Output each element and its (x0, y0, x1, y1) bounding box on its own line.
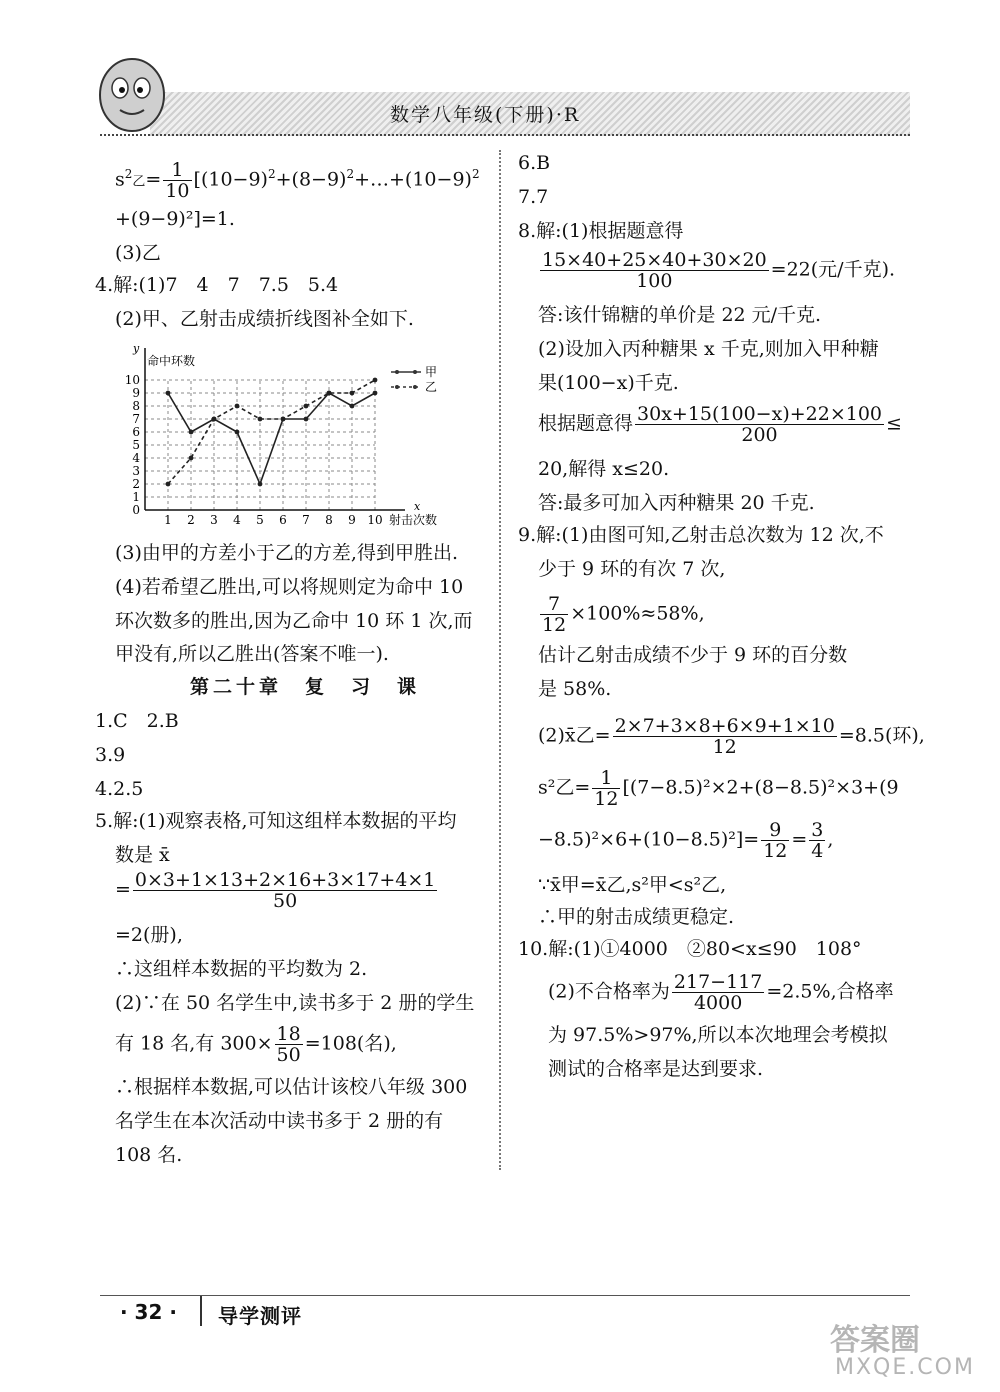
fraction: $\frac{0\times 3+1\times 13+2\times 16+3\times 17+4\times 1}{50}$ (134, 869, 436, 912)
right-line-16: (2)x̄乙= $\frac{2\times 7+3\times 8+6\times 9+1\times 10}{12}$ =8.5(环), (538, 715, 925, 758)
data-point (212, 417, 217, 422)
right-line-1: 6.B (518, 152, 551, 174)
right-line-23: 为 97.5%>97%,所以本次地理会考模拟 (548, 1024, 888, 1046)
right-line-3: 8.解:(1)根据题意得 (518, 220, 684, 242)
right-line-14: 估计乙射击成绩不少于 9 环的百分数 (538, 644, 848, 666)
right-line-9: 20,解得 x≤20. (538, 458, 670, 480)
right-line-12: 少于 9 环的有次 7 次, (538, 558, 726, 580)
x-tick-label: 7 (302, 513, 310, 527)
left-line-11: 3.9 (95, 744, 126, 766)
fraction: $\frac{9}{12}$ (763, 819, 788, 862)
fraction: $\frac{1}{10}$ (165, 159, 190, 202)
right-line-6: (2)设加入丙种糖果 x 千克,则加入甲种糖 (538, 338, 879, 360)
right-line-5: 答:该什锦糖的单价是 22 元/千克. (538, 304, 822, 326)
fraction: $\frac{1}{12}$ (594, 767, 619, 810)
left-line-9: 甲没有,所以乙胜出(答案不唯一). (115, 643, 389, 665)
x-tick-label: 5 (256, 513, 264, 527)
data-point (189, 456, 194, 461)
legend-label-a: 甲 (425, 365, 438, 379)
left-line-2: +(9−9)²]=1. (115, 208, 235, 230)
data-point (258, 417, 263, 422)
right-line-11: 9.解:(1)由图可知,乙射击总次数为 12 次,不 (518, 524, 884, 546)
left-line-16: =2(册), (115, 924, 183, 946)
x-tick-label: 10 (367, 513, 383, 527)
page-number: · 32 · (120, 1300, 177, 1324)
column-divider (499, 150, 501, 1170)
watermark-logo: 答案圈 (830, 1323, 920, 1358)
right-line-10: 答:最多可加入丙种糖果 20 千克. (538, 492, 815, 514)
data-point (235, 404, 240, 409)
fraction: $\frac{30x+15(100-x)+22\times 100}{200}$ (637, 403, 883, 446)
fraction: $\frac{18}{50}$ (276, 1023, 301, 1066)
legend-label-b: 乙 (425, 380, 438, 394)
right-line-2: 7.7 (518, 186, 549, 208)
data-point (166, 391, 171, 396)
fraction: $\frac{7}{12}$ (542, 593, 567, 636)
y-tick-label: 1 (132, 490, 140, 504)
left-line-1: $s^2$乙= $\frac{1}{10}$ [$(10-9)^2+(8-9)^2+\dots+(10-9)^2$ (115, 159, 480, 202)
left-line-17: ∴这组样本数据的平均数为 2. (115, 958, 368, 980)
series-line-1 (168, 393, 375, 484)
data-point (350, 391, 355, 396)
data-point (281, 417, 286, 422)
right-line-4: $\frac{15\times 40+25\times 40+30\times 20}{100}$ =22(元/千克). (542, 249, 896, 292)
right-line-18: −8.5)²×6+(10−8.5)²]= $\frac{9}{12}$ = $\frac{3}{4}$ , (538, 819, 834, 862)
data-point (304, 404, 309, 409)
y-axis-label: 命中环数 (147, 354, 196, 368)
left-line-22: 108 名. (115, 1144, 183, 1166)
right-line-19: ∵x̄甲=x̄乙,s²甲<s²乙, (538, 874, 727, 896)
x-tick-label: 9 (348, 513, 356, 527)
footer-divider (100, 1295, 910, 1296)
header-divider (100, 134, 910, 136)
x-tick-label: 6 (279, 513, 287, 527)
y-tick-label: 0 (132, 503, 140, 517)
left-line-18: (2)∵在 50 名学生中,读书多于 2 册的学生 (115, 992, 475, 1014)
y-tick-label: 5 (132, 438, 140, 452)
right-line-7: 果(100−x)千克. (538, 372, 679, 394)
fraction: $\frac{3}{4}$ (811, 819, 824, 862)
mascot-logo (92, 50, 172, 142)
left-line-13: 5.解:(1)观察表格,可知这组样本数据的平均 (95, 810, 457, 832)
footer-separator (200, 1296, 202, 1326)
chart-legend (391, 365, 437, 394)
left-line-3: (3)乙 (115, 242, 161, 264)
data-point (166, 482, 171, 487)
x-axis-letter: x (414, 500, 421, 513)
x-tick-label: 4 (233, 513, 241, 527)
y-tick-label: 8 (132, 399, 140, 413)
left-line-12: 4.2.5 (95, 778, 144, 800)
left-line-7: (4)若希望乙胜出,可以将规则定为命中 10 (115, 576, 464, 598)
x-tick-label: 1 (164, 513, 172, 527)
y-tick-label: 2 (132, 477, 140, 491)
section-title: 第二十章 复 习 课 (190, 676, 421, 698)
line-chart (125, 342, 455, 532)
left-line-19: 有 18 名,有 300× $\frac{18}{50}$ =108(名), (115, 1023, 397, 1066)
right-line-21: 10.解:(1)①4000 ②80<x≤90 108° (518, 938, 862, 960)
fraction: $\frac{15\times 40+25\times 40+30\times 20}{100}$ (542, 249, 767, 292)
footer-brand: 导学测评 (218, 1304, 302, 1328)
data-point (258, 482, 263, 487)
left-line-5: (2)甲、乙射击成绩折线图补全如下. (115, 308, 414, 330)
fraction: $\frac{217-117}{4000}$ (673, 971, 763, 1014)
right-line-17: s²乙= $\frac{1}{12}$ [(7−8.5)²×2+(8−8.5)²×3+(9 (538, 767, 899, 810)
left-line-15: = $\frac{0\times 3+1\times 13+2\times 16+3\times 17+4\times 1}{50}$ (115, 869, 436, 912)
y-tick-label: 4 (132, 451, 140, 465)
right-line-13: $\frac{7}{12}$ ×100%≈58%, (542, 593, 705, 636)
right-line-8: 根据题意得 $\frac{30x+15(100-x)+22\times 100}{200}$ ≤ (538, 403, 902, 446)
watermark-url: MXQE.COM (835, 1355, 975, 1380)
y-axis-letter: y (133, 342, 140, 355)
fraction: $\frac{2\times 7+3\times 8+6\times 9+1\times 10}{12}$ (614, 715, 835, 758)
data-point (327, 391, 332, 396)
right-line-22: (2)不合格率为 $\frac{217-117}{4000}$ =2.5%,合格率 (548, 971, 894, 1014)
x-tick-label: 8 (325, 513, 333, 527)
header-title: 数学八年级(下册)·R (390, 104, 581, 126)
left-line-10: 1.C 2.B (95, 710, 179, 732)
y-tick-label: 3 (132, 464, 140, 478)
right-line-15: 是 58%. (538, 678, 612, 700)
left-line-14: 数是 x̄ (115, 844, 170, 866)
x-tick-label: 3 (210, 513, 218, 527)
data-point (235, 430, 240, 435)
left-line-8: 环次数多的胜出,因为乙命中 10 环 1 次,而 (115, 610, 473, 632)
y-tick-label: 9 (132, 386, 140, 400)
data-point (373, 391, 378, 396)
left-line-21: 名学生在本次活动中读书多于 2 册的有 (115, 1110, 444, 1132)
data-point (373, 378, 378, 383)
left-line-6: (3)由甲的方差小于乙的方差,得到甲胜出. (115, 542, 458, 564)
x-tick-label: 2 (187, 513, 195, 527)
y-tick-label: 6 (132, 425, 140, 439)
right-line-24: 测试的合格率是达到要求. (548, 1058, 764, 1080)
y-tick-label: 7 (132, 412, 140, 426)
x-axis-label: 射击次数 (389, 513, 438, 527)
left-line-20: ∴根据样本数据,可以估计该校八年级 300 (115, 1076, 468, 1098)
data-point (189, 430, 194, 435)
y-tick-label: 10 (125, 373, 140, 387)
left-line-4: 4.解:(1)7 4 7 7.5 5.4 (95, 274, 339, 296)
right-line-20: ∴甲的射击成绩更稳定. (538, 906, 735, 928)
data-point (304, 417, 309, 422)
chart-axes (145, 348, 405, 510)
data-point (350, 404, 355, 409)
